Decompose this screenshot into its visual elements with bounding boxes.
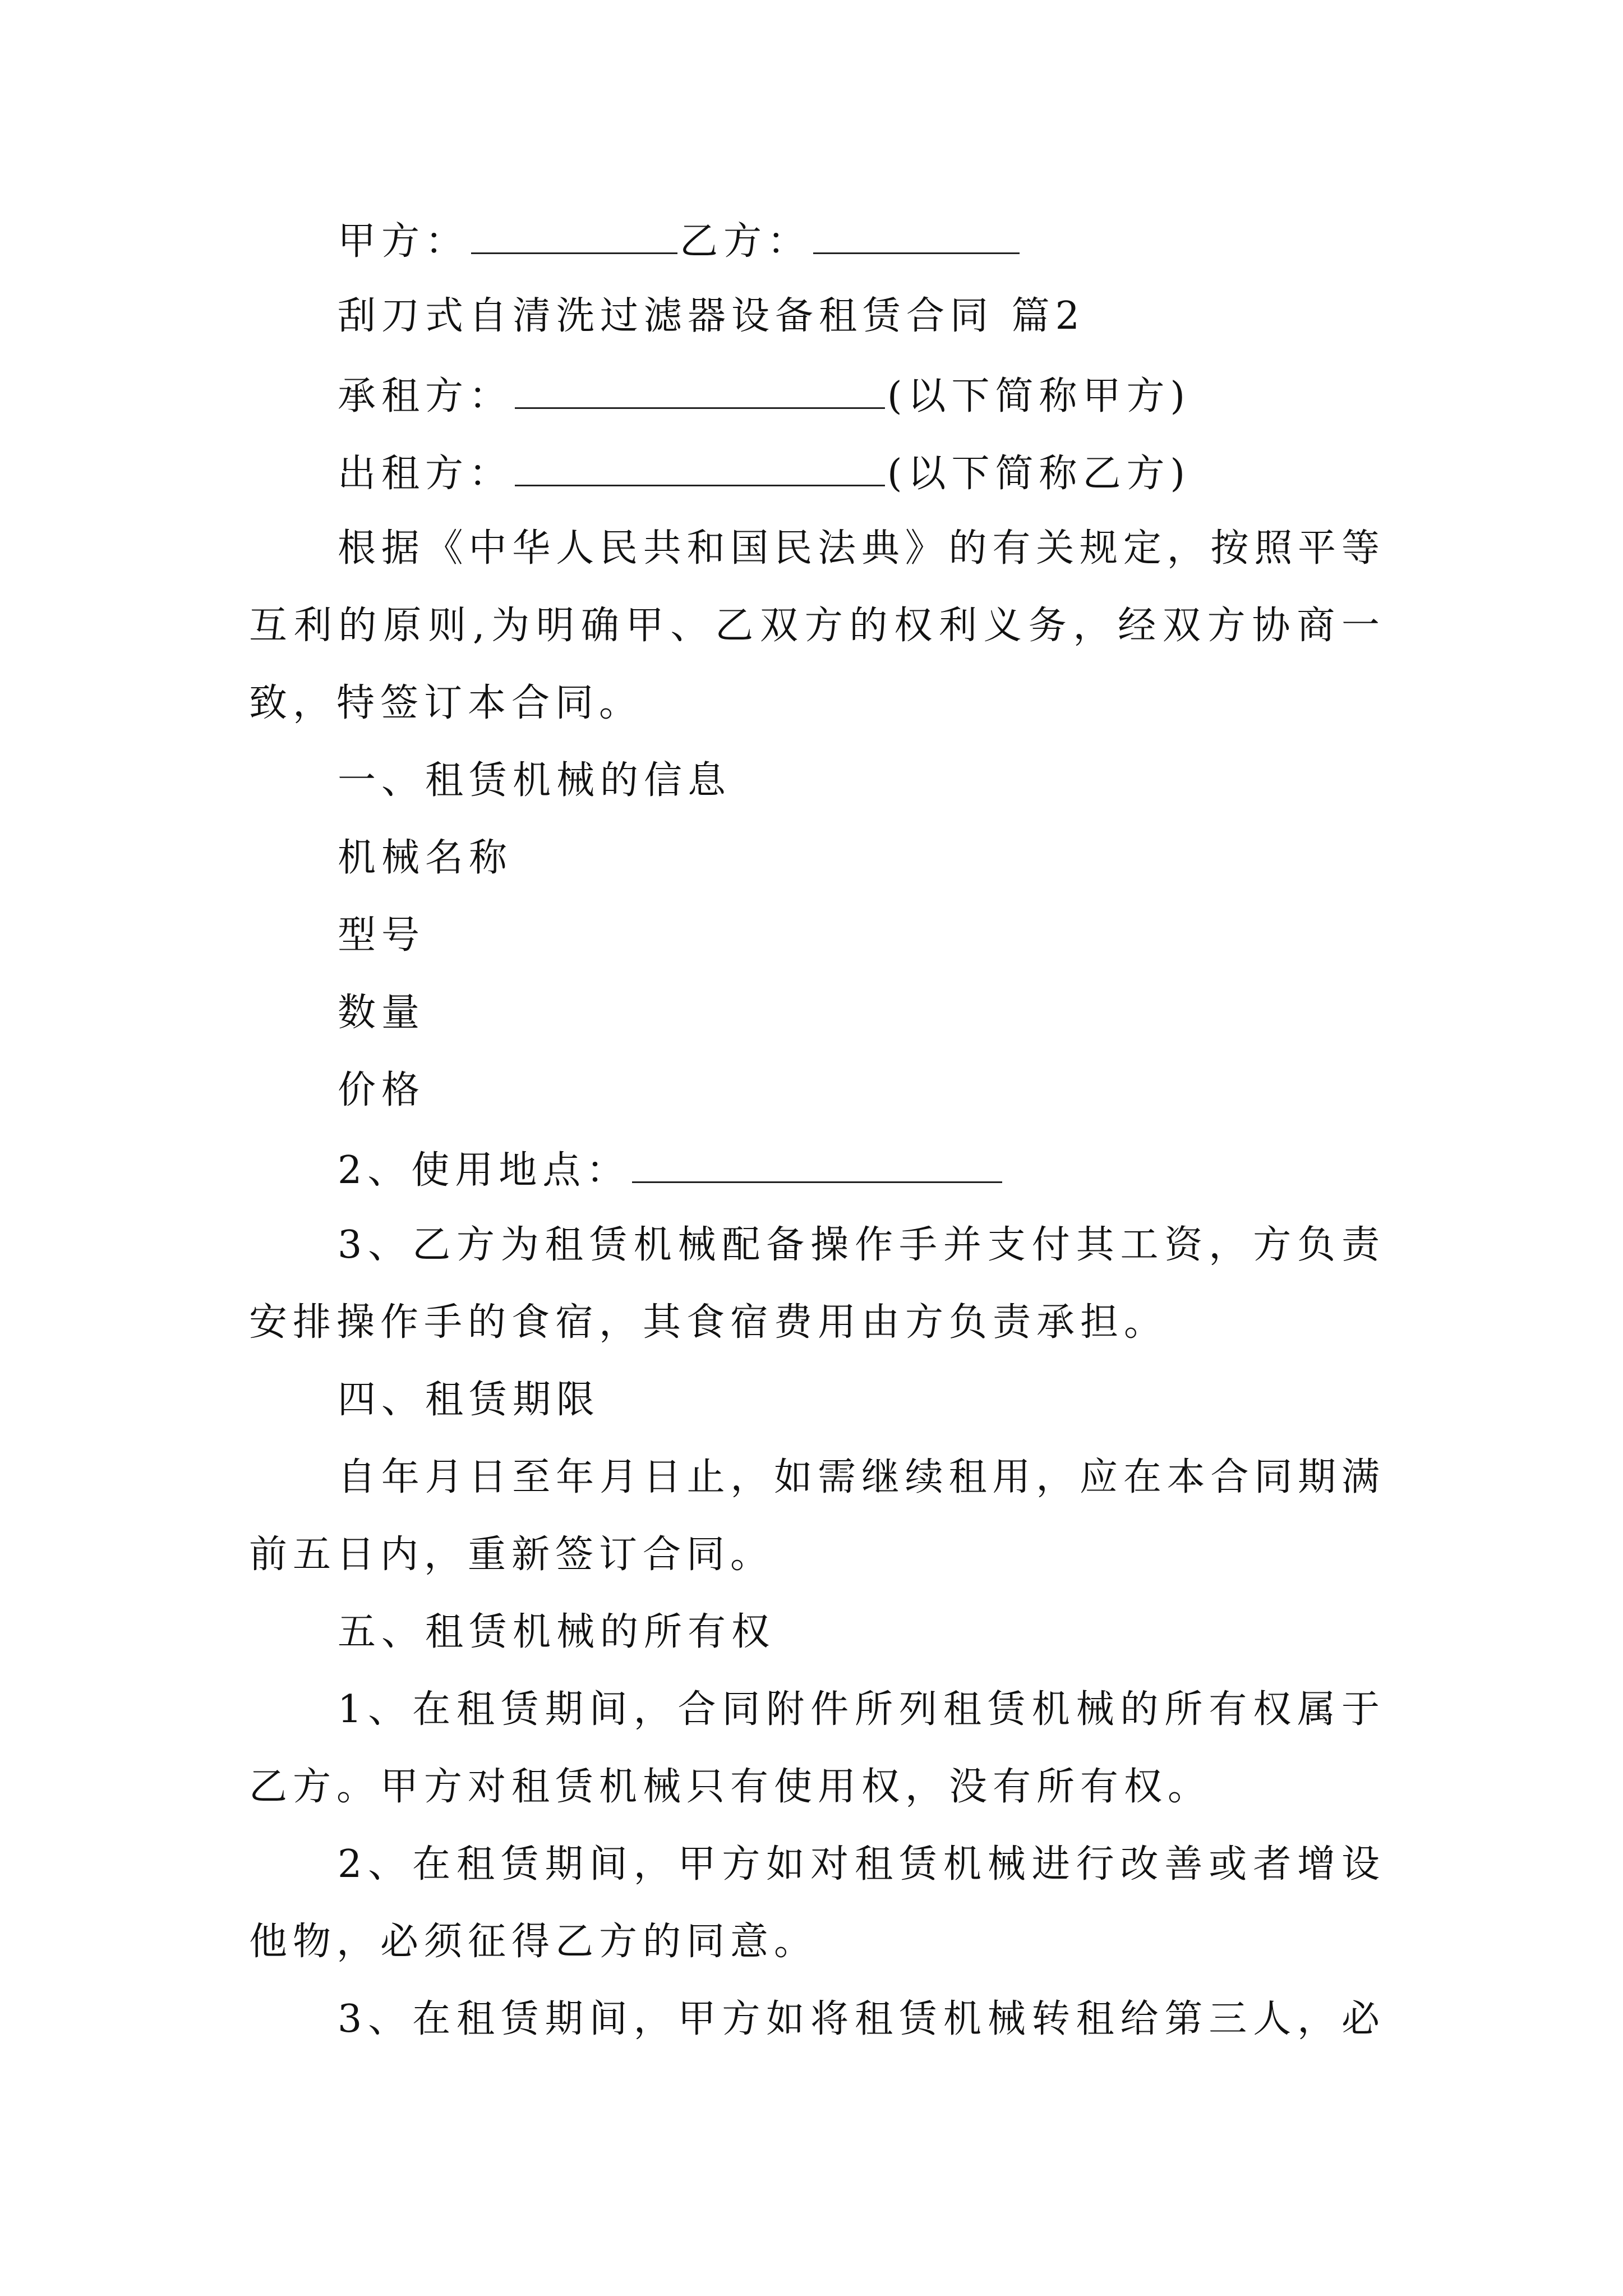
preamble-line-3: 致，特签订本合同。 (249, 681, 643, 725)
lessor-blank (515, 452, 885, 486)
lessor-suffix: (以下简称乙方) (887, 452, 1191, 496)
lessor-label: 出租方： (338, 452, 513, 496)
section4-heading: 四、租赁期限 (338, 1378, 601, 1422)
ownership3-line-1: 3、在租赁期间，甲方如将租赁机械转租给第三人，必 (338, 1997, 1380, 2041)
party-a-label: 甲方： (338, 219, 469, 264)
section5-heading: 五、租赁机械的所有权 (338, 1610, 776, 1654)
clause3-line-2: 安排操作手的食宿，其食宿费用由方负责承担。 (249, 1300, 1168, 1345)
party-a-blank (471, 220, 677, 254)
section1-heading: 一、租赁机械的信息 (338, 758, 732, 803)
field-model: 型号 (338, 913, 426, 958)
ownership1-line-2: 乙方。甲方对租赁机械只有使用权，没有所有权。 (249, 1765, 1212, 1809)
field-price: 价格 (338, 1068, 426, 1112)
ownership2-line-1: 2、在租赁期间，甲方如对租赁机械进行改善或者增设 (338, 1842, 1380, 1887)
clause3-line-1: 3、乙方为租赁机械配备操作手并支付其工资，方负责 (338, 1223, 1380, 1267)
lessee-suffix: (以下简称甲方) (887, 374, 1191, 418)
lessee-label: 承租方： (338, 374, 513, 418)
term-line-1: 自年月日至年月日止，如需继续租用，应在本合同期满 (338, 1455, 1380, 1499)
term-line-2: 前五日内，重新签订合同。 (249, 1533, 774, 1577)
lessee-blank (515, 375, 885, 409)
ownership2-line-2: 他物，必须征得乙方的同意。 (249, 1920, 818, 1964)
location-label: 2、使用地点： (338, 1148, 630, 1193)
location-blank (632, 1149, 1002, 1183)
field-quantity: 数量 (338, 991, 426, 1035)
contract-title: 刮刀式自清洗过滤器设备租赁合同 篇2 (338, 294, 1085, 338)
ownership1-line-1: 1、在租赁期间，合同附件所列租赁机械的所有权属于 (338, 1687, 1380, 1732)
signature-line (338, 219, 1022, 264)
lessor-line (338, 452, 1191, 496)
party-b-blank (813, 220, 1020, 254)
field-machine-name: 机械名称 (338, 836, 513, 880)
location-line (338, 1148, 1004, 1193)
lessee-line (338, 375, 1191, 416)
preamble-line-1: 根据《中华人民共和国民法典》的有关规定，按照平等 (338, 526, 1380, 570)
preamble-line-2: 互利的原则,为明确甲、乙双方的权利义务，经双方协商一 (249, 604, 1380, 648)
party-b-label: 乙方： (680, 219, 811, 264)
